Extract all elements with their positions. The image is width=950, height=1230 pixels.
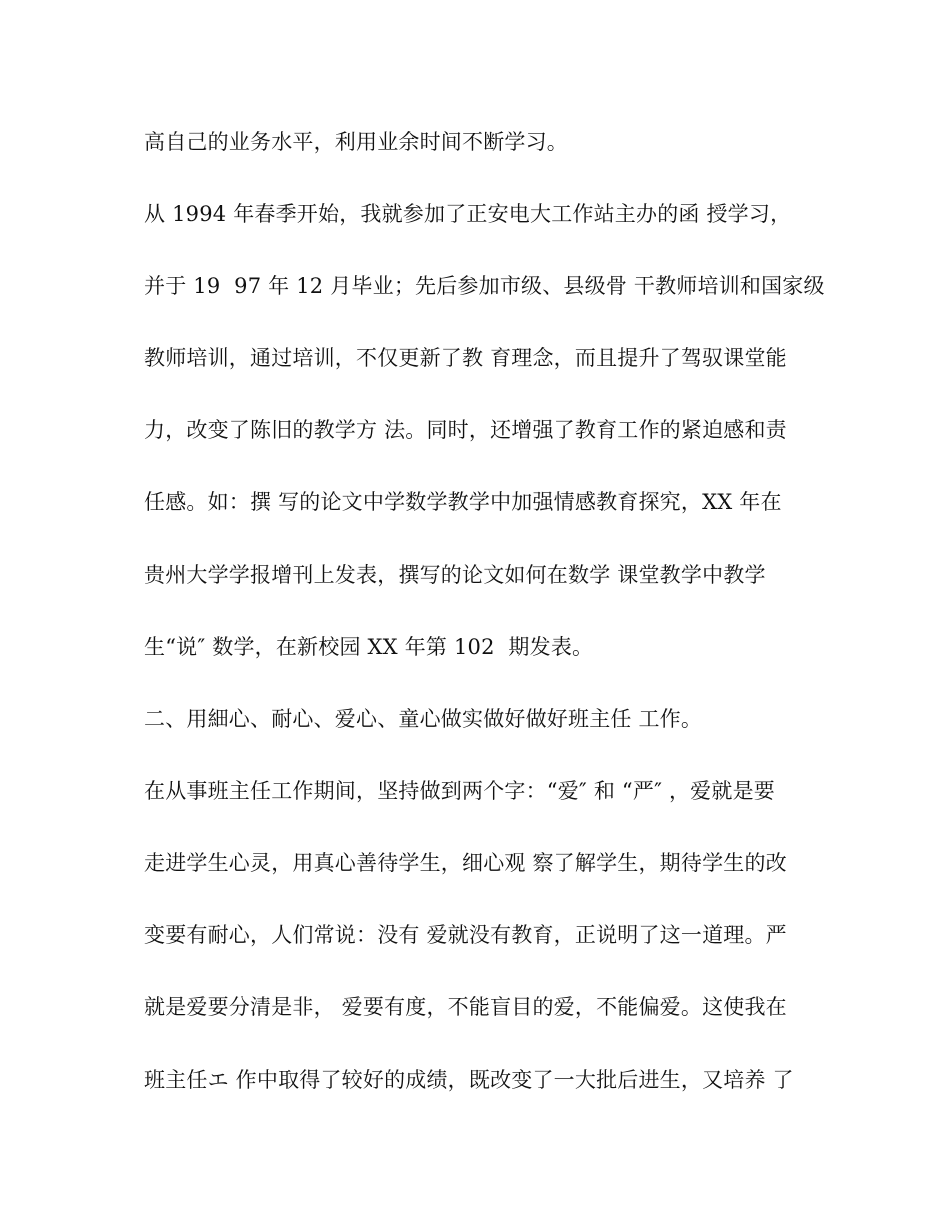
text-line: 贵州大学学报增刊上发表，撰写的论文如何在数学 课堂教学中教学 (144, 563, 766, 587)
text-line: 变要有耐心，人们常说：没有 爱就没有教育，正说明了这一道理。严 (144, 923, 787, 947)
text-line: 教师培训，通过培训，不仅更新了教 育理念，而且提升了驾驭课堂能 (144, 346, 787, 370)
text-line: 高自己的业务水平，利用业余时间不断学习。 (144, 130, 568, 154)
text-line: 班主任エ 作中取得了较好的成绩，既改变了一大批后进生，又培养 了 (144, 1068, 794, 1092)
text-line: 生“说″ 数学，在新校园 XX 年第 102 期发表。 (144, 635, 594, 659)
text-line: 走进学生心灵，用真心善待学生，细心观 察了解学生，期待学生的改 (144, 851, 787, 875)
text-line: 就是爱要分清是非， 爱要有度，不能盲目的爱，不能偏爱。这使我在 (144, 995, 787, 1019)
text-line: 并于 19 97 年 12 月毕业；先后参加市级、县级骨 干教师培训和国家级 (144, 274, 825, 298)
section-heading: 二、用細心、耐心、爱心、童心做实做好做好班主任 工作。 (144, 707, 703, 731)
text-line: 从 1994 年春季开始，我就参加了正安电大工作站主办的函 授学习， (144, 202, 792, 226)
text-line: 力，改变了陈旧的教学方 法。同时，还增强了教育工作的紧迫感和责 (144, 418, 787, 442)
text-line: 在从事班主任工作期间，坚持做到两个字：“爱″ 和 “严″ ，爱就是要 (144, 779, 775, 803)
text-line: 任感。如：撰 写的论文中学数学教学中加强情感教育探究，XX 年在 (144, 490, 782, 514)
